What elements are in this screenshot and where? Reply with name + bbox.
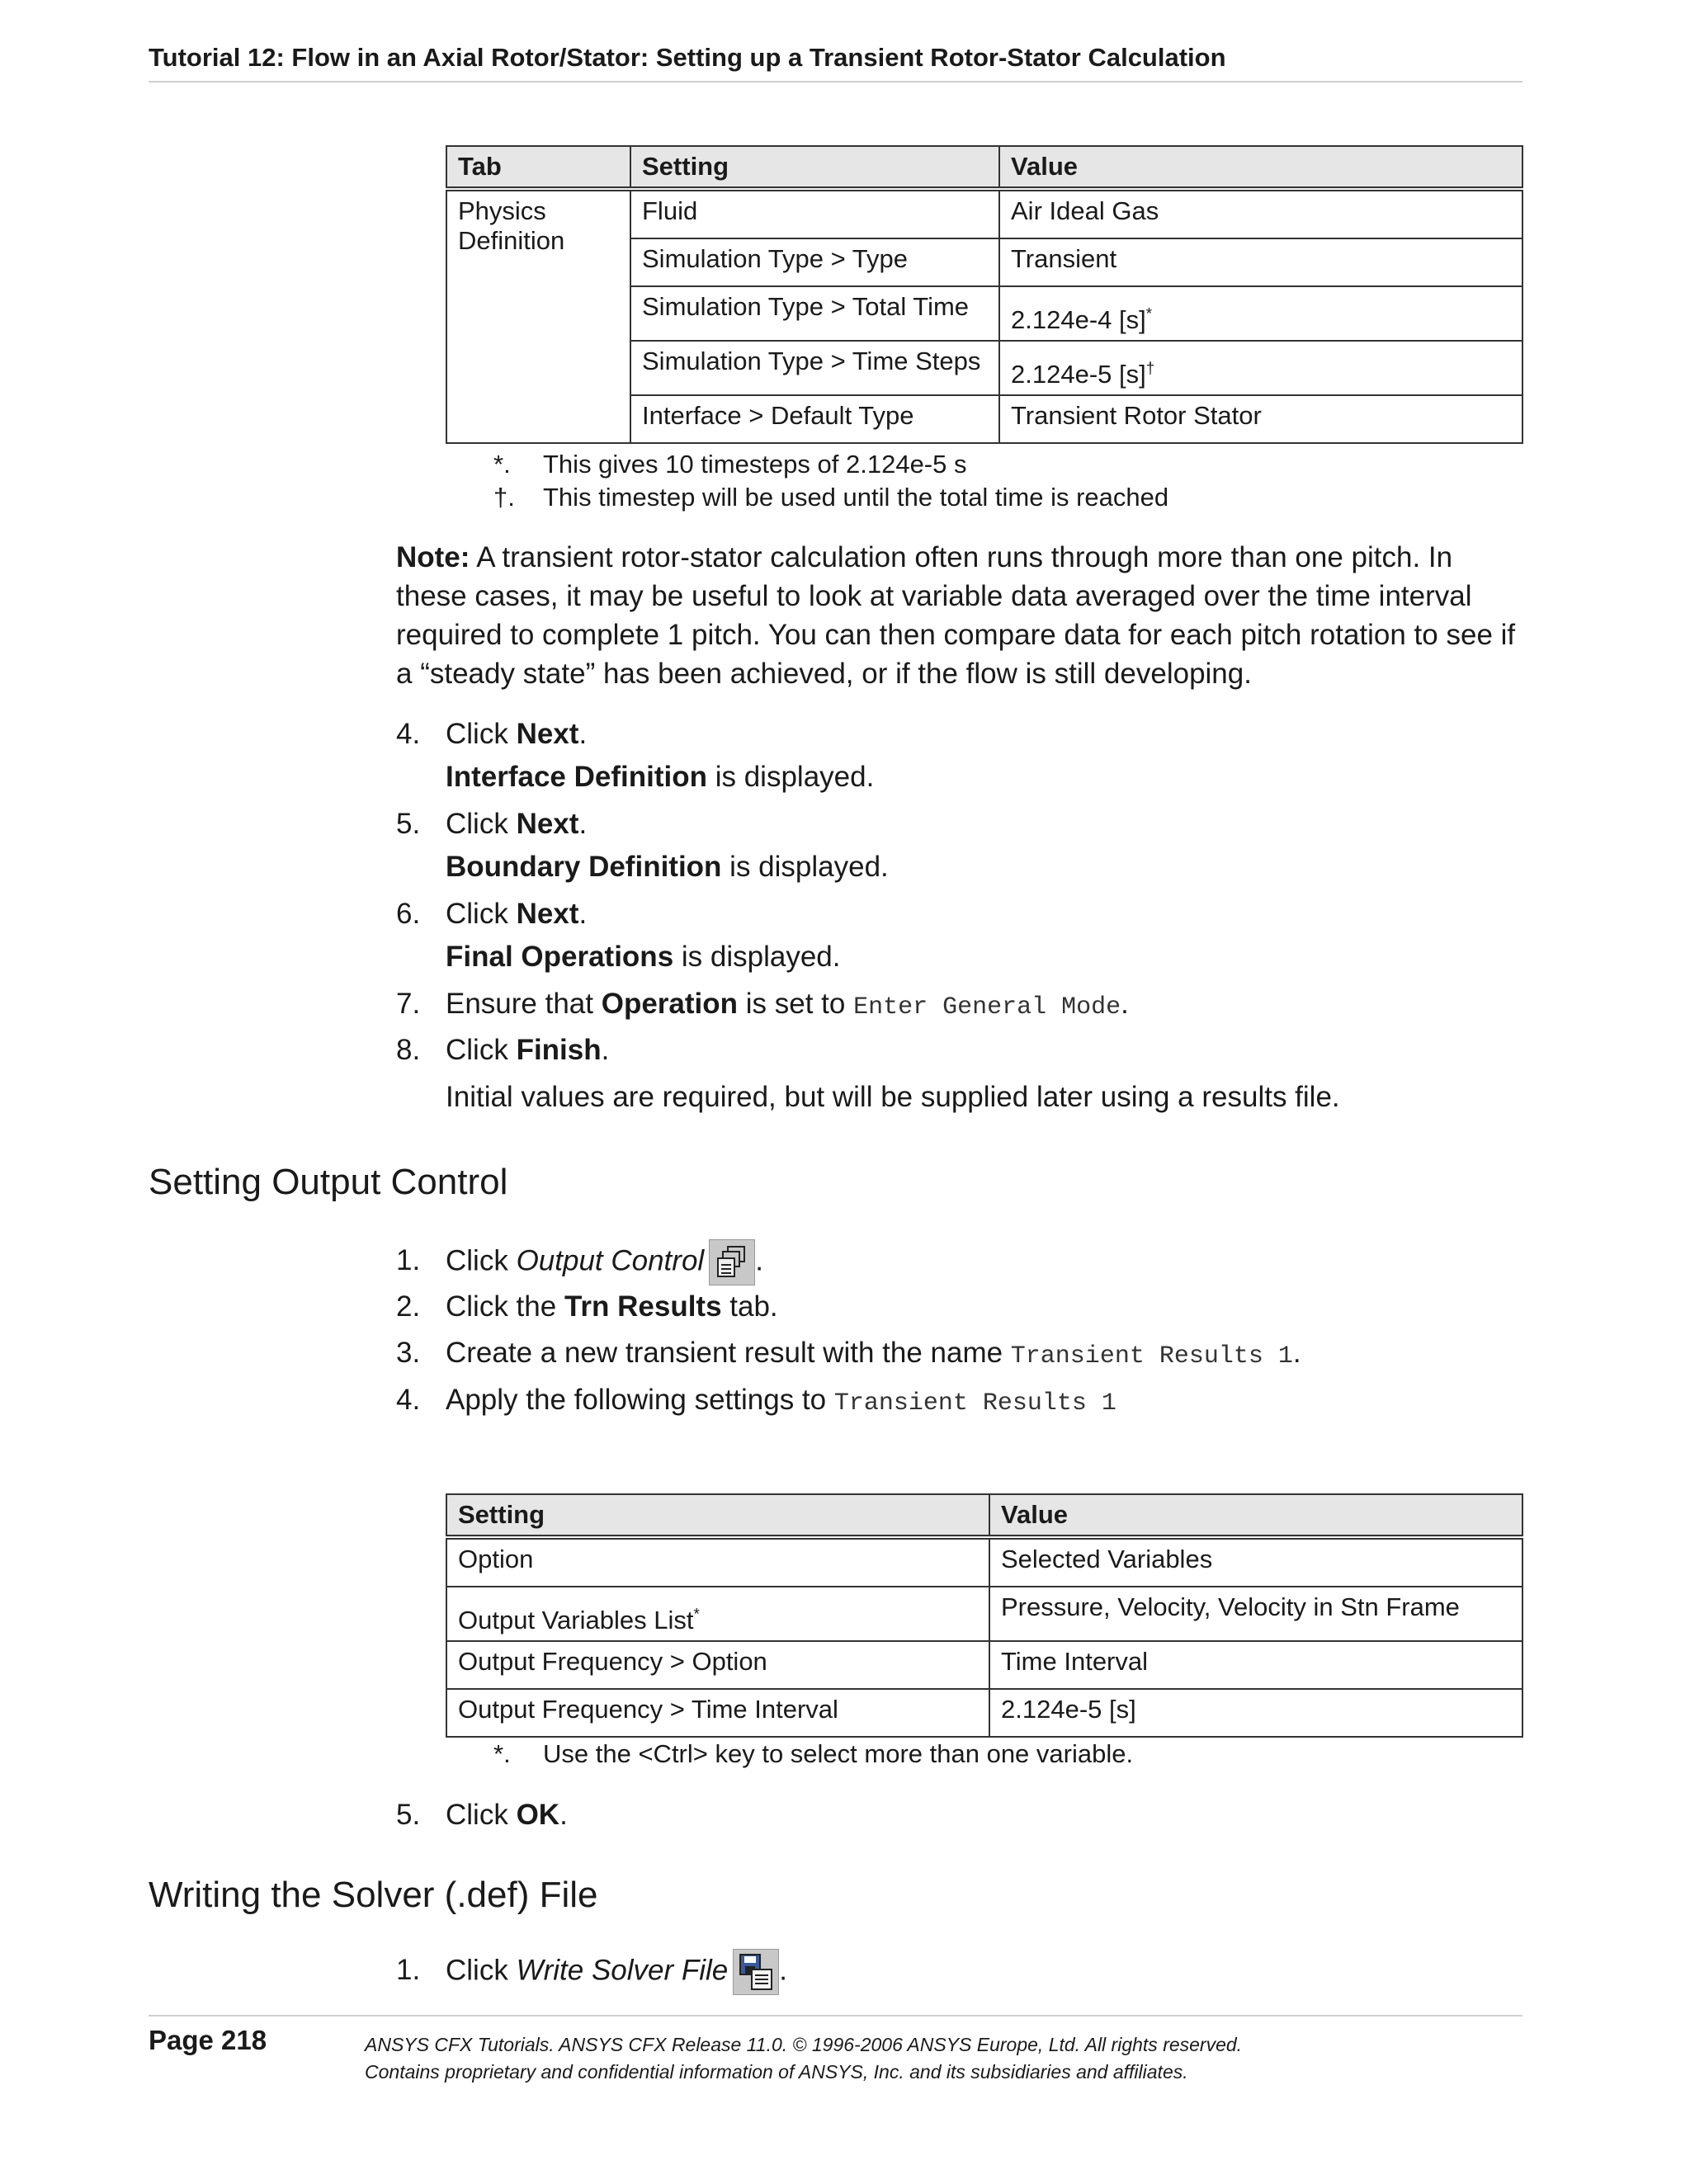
ui-term: Next [516, 718, 579, 750]
value-cell: Transient Rotor Stator [999, 395, 1522, 443]
step-item: 1. Click Output Control . [396, 1239, 763, 1285]
step-result: Interface Definition is displayed. [446, 761, 875, 793]
page-number: Page 218 [149, 2025, 267, 2055]
table-header-row [446, 146, 1522, 189]
step-result: Final Operations is displayed. [446, 941, 841, 973]
setting-cell: Output Variables List* [446, 1587, 989, 1641]
section-heading: Writing the Solver (.def) File [149, 1875, 598, 1915]
column-header: Setting [630, 146, 999, 189]
setting-cell: Simulation Type > Total Time [630, 286, 999, 341]
footnote-text: Use the <Ctrl> key to select more than one variable. [543, 1739, 1134, 1768]
footer-divider [149, 2015, 1522, 2017]
column-header: Setting [446, 1494, 989, 1537]
setting-cell: Simulation Type > Time Steps [630, 341, 999, 395]
transient-results-table [446, 1493, 1523, 1738]
value-cell: Pressure, Velocity, Velocity in Stn Frame [989, 1587, 1522, 1641]
ui-term: OK [516, 1799, 560, 1831]
note-label: Note: [396, 541, 470, 573]
setting-cell: Simulation Type > Type [630, 238, 999, 286]
note-paragraph [396, 538, 1527, 693]
table-row [446, 1689, 1522, 1737]
write-solver-file-icon[interactable] [733, 1949, 779, 1995]
step-result: Initial values are required, but will be supplied later using a results file. [446, 1081, 1340, 1113]
value-cell: 2.124e-5 [s] [989, 1689, 1522, 1737]
footer-line: ANSYS CFX Tutorials. ANSYS CFX Release 11.0. © 1996-2006 ANSYS Europe, Ltd. All rights reserved. [365, 2034, 1243, 2055]
column-header: Tab [446, 146, 630, 189]
footer-copyright [365, 2031, 1242, 2086]
value-cell: Air Ideal Gas [999, 189, 1522, 238]
table-footnote [493, 450, 966, 479]
step-item: 2. Click the Trn Results tab. [396, 1290, 778, 1323]
footnote-text: This gives 10 timesteps of 2.124e-5 s [543, 450, 967, 479]
value-cell: Time Interval [989, 1641, 1522, 1689]
step-item: 8. Click Finish. [396, 1034, 610, 1066]
code-value: Transient Results 1 [1010, 1342, 1293, 1370]
ui-term: Operation [601, 988, 739, 1020]
output-control-icon[interactable] [709, 1239, 755, 1285]
ui-term: Next [516, 808, 579, 840]
ui-term: Output Control [516, 1244, 705, 1277]
step-item: 6. Click Next. [396, 898, 588, 930]
column-header: Value [999, 146, 1522, 189]
step-result: Boundary Definition is displayed. [446, 851, 889, 883]
footnote-ref: * [693, 1606, 700, 1624]
footnote-mark: *. [493, 450, 511, 479]
table-footnote [493, 1739, 1133, 1769]
section-heading: Setting Output Control [149, 1162, 508, 1202]
physics-settings-table [446, 145, 1523, 444]
table-row [446, 189, 1522, 238]
footnote-ref: * [1145, 305, 1153, 323]
ui-term: Trn Results [564, 1290, 722, 1323]
note-text: A transient rotor-stator calculation often runs through more than one pitch. In these cases, it may be useful to look at variable data averaged over the time interval required to complete 1 pitch. You can then compare data for each pitch rotation to see if a “steady state” has been achieved, or if the flow is still developing. [396, 541, 1516, 690]
step-item: 3. Create a new transient result with the name Transient Results 1. [396, 1337, 1301, 1370]
value-cell: 2.124e-4 [s]* [999, 286, 1522, 341]
setting-cell: Fluid [630, 189, 999, 238]
setting-cell: Option [446, 1537, 989, 1587]
step-item: 4. Apply the following settings to Transient Results 1 [396, 1384, 1116, 1417]
step-item: 1. Click Write Solver File . [396, 1949, 787, 1995]
table-header-row [446, 1494, 1522, 1537]
footnote-mark: *. [493, 1739, 511, 1768]
footnote-mark: †. [493, 483, 515, 512]
ui-term: Finish [516, 1034, 602, 1066]
tab-cell: Physics Definition [446, 189, 630, 443]
footer-line: Contains proprietary and confidential information of ANSYS, Inc. and its subsidiaries and affiliates. [365, 2061, 1188, 2083]
code-value: Enter General Mode [853, 993, 1121, 1021]
table-row [446, 1641, 1522, 1689]
running-header: Tutorial 12: Flow in an Axial Rotor/Stator: Setting up a Transient Rotor-Stator Calculation [149, 43, 1522, 83]
footnote-text: This timestep will be used until the total time is reached [543, 483, 1169, 512]
value-cell: Selected Variables [989, 1537, 1522, 1587]
step-item: 7. Ensure that Operation is set to Enter General Mode. [396, 988, 1129, 1021]
table-footnote [493, 483, 1168, 512]
value-cell: Transient [999, 238, 1522, 286]
column-header: Value [989, 1494, 1522, 1537]
step-item: 5. Click OK. [396, 1799, 568, 1831]
step-item: 5. Click Next. [396, 808, 588, 840]
table-row [446, 1587, 1522, 1641]
ui-term: Next [516, 898, 579, 930]
code-value: Transient Results 1 [833, 1389, 1116, 1417]
setting-cell: Output Frequency > Option [446, 1641, 989, 1689]
ui-term: Write Solver File [516, 1954, 729, 1987]
footnote-ref: † [1145, 360, 1155, 378]
step-item: 4. Click Next. [396, 718, 588, 750]
setting-cell: Output Frequency > Time Interval [446, 1689, 989, 1737]
table-row [446, 1537, 1522, 1587]
setting-cell: Interface > Default Type [630, 395, 999, 443]
value-cell: 2.124e-5 [s]† [999, 341, 1522, 395]
